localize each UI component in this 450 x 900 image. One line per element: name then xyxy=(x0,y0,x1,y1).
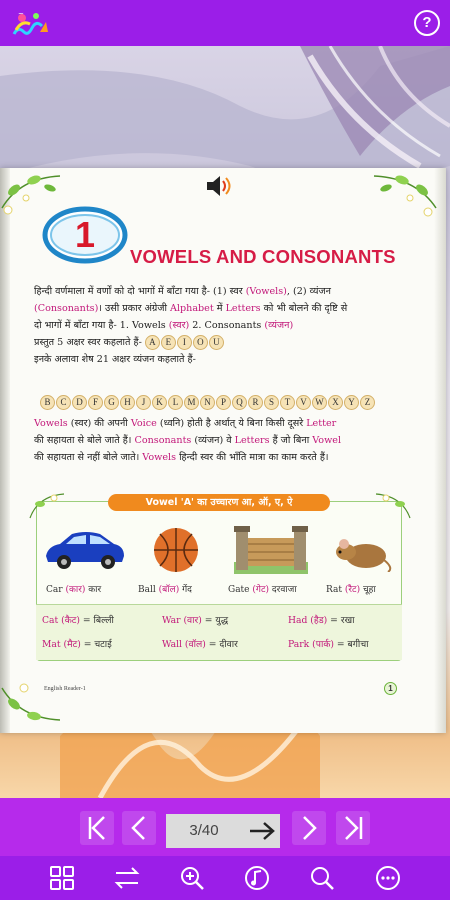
car-icon xyxy=(42,526,128,572)
letter-circle: R xyxy=(248,395,263,410)
word-pronunciation: (कैट) xyxy=(61,615,80,626)
word-row xyxy=(36,633,402,657)
chapter-title: VOWELS AND CONSONANTS xyxy=(130,246,396,267)
app-logo-icon[interactable] xyxy=(10,6,52,40)
letter-circle: N xyxy=(200,395,215,410)
equals-sign: = xyxy=(201,615,216,626)
first-page-icon xyxy=(80,811,114,845)
svg-text:~: ~ xyxy=(18,10,24,18)
picture-label-en: Ball xyxy=(138,585,156,595)
text-run: को भी बोलने की दृष्टि से xyxy=(260,303,348,314)
grid-icon[interactable] xyxy=(48,864,76,892)
word-english: Cat xyxy=(42,615,59,626)
word-english: Had xyxy=(288,615,308,626)
picture-label-pron: (बॉल) xyxy=(158,585,180,595)
speaker-icon[interactable] xyxy=(204,173,234,199)
word-cell xyxy=(42,633,112,657)
text-run: दो भागों में बाँटा गया है- 1. Vowels xyxy=(34,320,169,331)
picture-label-hi: दरवाजा xyxy=(271,585,297,595)
word-pronunciation: (वॉल) xyxy=(184,639,206,650)
text-run: Vowels xyxy=(34,418,68,429)
letter-circle: E xyxy=(161,335,176,350)
text-run: (स्वर) xyxy=(168,320,190,331)
letter-circle: X xyxy=(328,395,343,410)
letter-circle: J xyxy=(136,395,151,410)
arrow-right-icon[interactable] xyxy=(248,819,276,843)
picture-label xyxy=(46,582,101,595)
letter-circle: L xyxy=(168,395,183,410)
word-hindi: दीवार xyxy=(219,639,238,650)
letter-circle: Q xyxy=(232,395,247,410)
letter-circle: W xyxy=(312,395,327,410)
word-cell xyxy=(42,609,114,633)
picture-label-hi: कार xyxy=(88,585,102,595)
intro-line-4 xyxy=(34,334,347,351)
text-run: (स्वर) की अपनी xyxy=(67,418,131,429)
picture-label-pron: (गेट) xyxy=(252,585,270,595)
picture-label-en: Rat xyxy=(326,585,342,595)
picture-label-hi: चूहा xyxy=(362,585,376,595)
picture-label-en: Gate xyxy=(228,585,250,595)
letter-circle: V xyxy=(296,395,311,410)
picture-label xyxy=(228,582,297,595)
page-footer: English Reader-1 xyxy=(44,686,86,692)
text-run: Alphabet xyxy=(170,303,214,314)
page-spine xyxy=(0,168,10,733)
text-run: Letter xyxy=(306,418,337,429)
top-right-vine-decoration xyxy=(366,168,438,228)
letter-circle: U xyxy=(209,335,224,350)
text-run: की सहायता से नहीं बोले जाते। xyxy=(34,452,143,463)
zoom-in-icon[interactable] xyxy=(178,864,206,892)
text-run: इनके अलावा शेष 21 अक्षर व्यंजन कहलाते हैं- xyxy=(34,354,196,365)
letter-circle: K xyxy=(152,395,167,410)
letter-circle: A xyxy=(145,335,160,350)
word-hindi: बगीचा xyxy=(347,639,369,650)
box-vine-left-decoration xyxy=(28,490,68,520)
text-run: हिन्दी स्वर की भाँति मात्रा का काम करते हैं। xyxy=(176,452,329,463)
text-run: Vowels xyxy=(142,452,177,463)
text-run: (व्यंजन) xyxy=(264,320,294,331)
explain-line-1 xyxy=(34,415,341,432)
letter-circle: O xyxy=(193,335,208,350)
word-row xyxy=(36,609,402,633)
picture-label xyxy=(138,582,192,595)
rat-icon xyxy=(332,530,394,572)
help-button[interactable]: ? xyxy=(414,10,440,36)
book-page[interactable] xyxy=(0,168,446,733)
letter-circle: D xyxy=(72,395,87,410)
bottom-left-vine-decoration xyxy=(0,668,70,728)
text-run: Letters xyxy=(225,303,261,314)
word-pronunciation: (वार) xyxy=(183,615,202,626)
text-run: Letters xyxy=(234,435,270,446)
text-run: , (2) व्यंजन xyxy=(286,286,331,297)
text-run: में xyxy=(213,303,226,314)
text-run: Vowel xyxy=(312,435,342,446)
text-run: 2. Consonants xyxy=(189,320,265,331)
text-run: हैं जो बिना xyxy=(269,435,313,446)
letter-circle: H xyxy=(120,395,135,410)
equals-sign: = xyxy=(79,615,94,626)
word-cell xyxy=(288,609,354,633)
intro-line-5 xyxy=(34,351,347,368)
previous-page-button[interactable] xyxy=(122,811,156,845)
word-english: Mat xyxy=(42,639,61,650)
text-run: की सहायता से बोले जाते हैं। xyxy=(34,435,135,446)
letter-circle: Z xyxy=(360,395,375,410)
letter-circle: I xyxy=(177,335,192,350)
picture-label-en: Car xyxy=(46,585,63,595)
equals-sign: = xyxy=(327,615,341,626)
picture-label-pron: (रैट) xyxy=(344,585,361,595)
picture-label-hi: गेंद xyxy=(182,585,192,595)
intro-paragraph xyxy=(34,283,347,368)
page-edge xyxy=(434,168,446,733)
explain-line-2 xyxy=(34,432,341,449)
text-run: Voice xyxy=(130,418,157,429)
word-cell xyxy=(162,633,238,657)
vowel-box-title: Vowel 'A' का उच्चारण आ, ऑ, ए, ऐ xyxy=(108,494,330,511)
text-run: (ध्वनि) होती है अर्थात् ये बिना किसी दूसरे xyxy=(156,418,307,429)
word-hindi: रखा xyxy=(340,615,355,626)
first-page-button[interactable] xyxy=(80,811,114,845)
word-hindi: युद्ध xyxy=(215,615,229,626)
picture-label xyxy=(326,582,376,595)
top-bar xyxy=(0,0,450,46)
word-cell xyxy=(288,633,369,657)
intro-line-1 xyxy=(34,283,347,300)
ball-icon xyxy=(152,526,200,574)
text-run: (व्यंजन) वे xyxy=(191,435,235,446)
word-pronunciation: (मैट) xyxy=(63,639,81,650)
word-pronunciation: (पार्क) xyxy=(312,639,334,650)
letter-circle: P xyxy=(216,395,231,410)
picture-label-pron: (कार) xyxy=(65,585,86,595)
box-vine-right-decoration xyxy=(372,490,412,520)
vowel-letter-list xyxy=(145,337,225,348)
swap-icon[interactable] xyxy=(113,864,141,892)
text-run: हिन्दी वर्णमाला में वर्णों को दो भागों में बाँटा गया है- (1) स्वर xyxy=(34,286,246,297)
chevron-left-icon xyxy=(122,811,156,845)
chevron-right-icon xyxy=(292,811,326,845)
intro-line-3 xyxy=(34,317,347,334)
letter-circle: G xyxy=(104,395,119,410)
search-icon[interactable] xyxy=(308,864,336,892)
chapter-number: 1 xyxy=(74,214,96,255)
letter-circle: Y xyxy=(344,395,359,410)
page-indicator-text[interactable]: 3/40 xyxy=(189,822,219,839)
word-hindi: बिल्ली xyxy=(93,615,114,626)
page-jump-field[interactable] xyxy=(166,814,280,848)
equals-sign: = xyxy=(80,639,95,650)
word-english: Wall xyxy=(162,639,182,650)
letter-circle: S xyxy=(264,395,279,410)
word-table xyxy=(36,604,402,660)
more-icon[interactable] xyxy=(374,864,402,892)
text-run: । उसी प्रकार अंग्रेजी xyxy=(98,303,170,314)
explain-paragraph xyxy=(34,415,341,466)
word-cell xyxy=(162,609,228,633)
equals-sign: = xyxy=(205,639,220,650)
letter-circle: M xyxy=(184,395,199,410)
music-icon[interactable] xyxy=(243,864,271,892)
text-run: Consonants xyxy=(134,435,192,446)
word-hindi: चटाई xyxy=(94,639,112,650)
word-pronunciation: (हैड) xyxy=(310,615,328,626)
word-english: Park xyxy=(288,639,310,650)
text-run: (Consonants) xyxy=(34,303,99,314)
text-run: प्रस्तुत 5 अक्षर स्वर कहलाते हैं- xyxy=(34,337,145,348)
text-run: (Vowels) xyxy=(245,286,287,297)
consonant-letter-list xyxy=(40,390,376,410)
intro-line-2 xyxy=(34,300,347,317)
letter-circle: F xyxy=(88,395,103,410)
last-page-icon xyxy=(336,811,370,845)
last-page-button[interactable] xyxy=(336,811,370,845)
letter-circle: T xyxy=(280,395,295,410)
bottom-toolbar xyxy=(0,856,450,900)
word-english: War xyxy=(162,615,181,626)
page-number: 1 xyxy=(384,682,397,695)
gate-icon xyxy=(234,522,308,574)
equals-sign: = xyxy=(333,639,348,650)
next-page-button[interactable] xyxy=(292,811,326,845)
letter-circle: C xyxy=(56,395,71,410)
letter-circle: B xyxy=(40,395,55,410)
explain-line-3 xyxy=(34,449,341,466)
